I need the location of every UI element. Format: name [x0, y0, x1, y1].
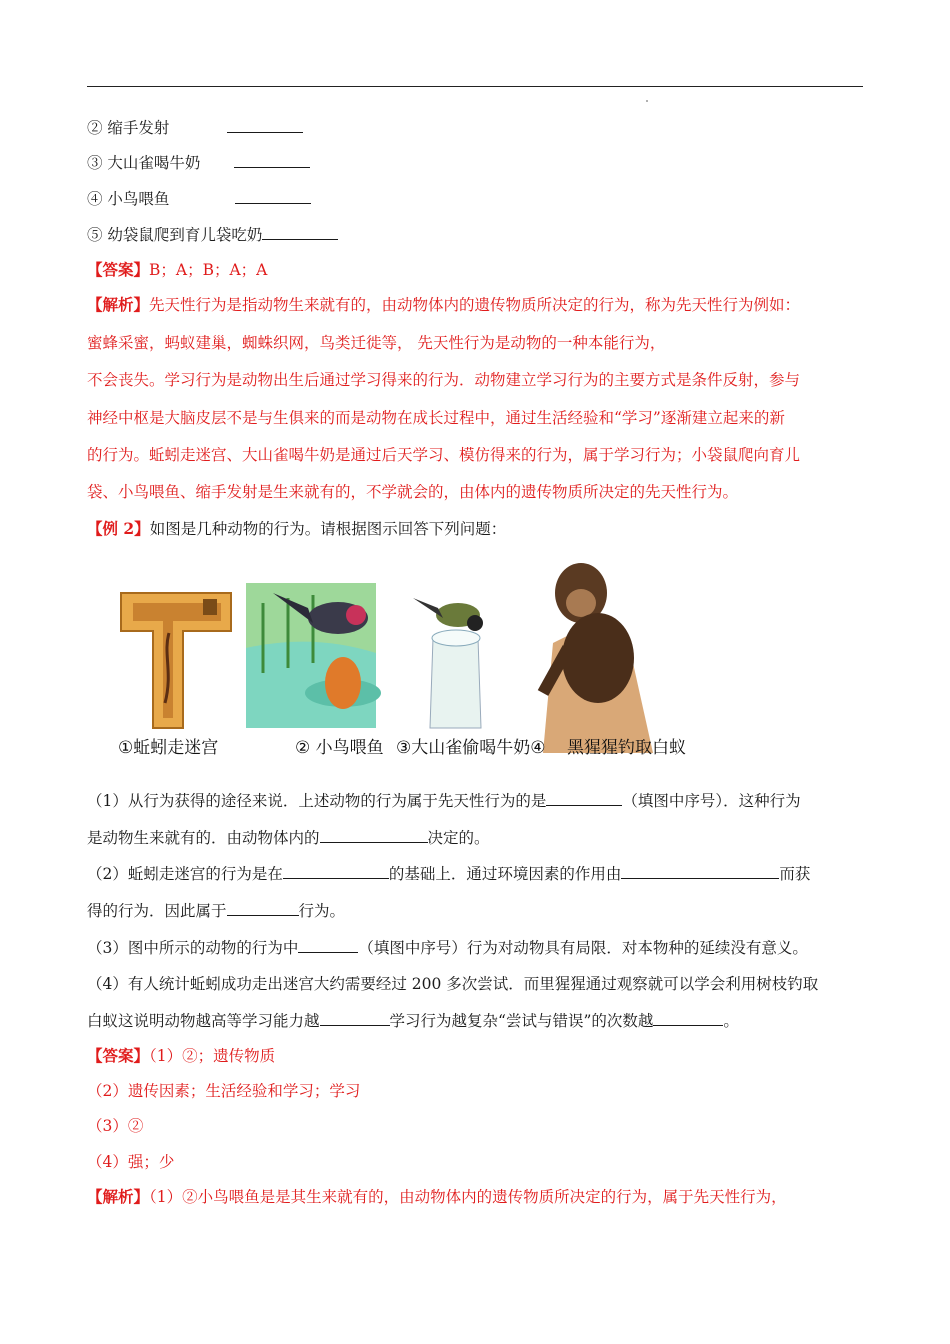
analysis-1-line-3: 不会丧失。学习行为是动物出生后通过学习得来的行为．动物建立学习行为的主要方式是条件反射，参与	[87, 371, 801, 389]
question-2-line-2: 得的行为．因此属于 行为。	[87, 902, 346, 920]
caption-chimp: 黑猩猩钓取白蚁	[567, 738, 686, 758]
option-5: ⑤ 幼袋鼠爬到育儿袋吃奶	[87, 225, 338, 245]
caption-maze: ①蚯蚓走迷宫	[118, 738, 219, 758]
answer-blank[interactable]	[320, 828, 428, 843]
option-2: ② 缩手发射	[87, 118, 303, 138]
answer-2-line-4: （4）强；少	[87, 1153, 175, 1171]
analysis-1-line-4: 神经中枢是大脑皮层不是与生俱来的而是动物在成长过程中，通过生活经验和“学习”逐渐建立起来的新	[87, 409, 785, 427]
question-1-line-2: 是动物生来就有的．由动物体内的 决定的。	[87, 829, 490, 847]
chimpanzee-fishing-termites-image	[543, 563, 653, 753]
answer-blank[interactable]	[235, 189, 311, 204]
answer-blank[interactable]	[283, 864, 389, 879]
answer-2-line-1: 【答案】（1）②；遗传物质	[87, 1046, 276, 1065]
answer-blank[interactable]	[262, 225, 338, 240]
example-2-heading: 【例 2】如图是几种动物的行为。请根据图示回答下列问题：	[87, 519, 507, 538]
analysis-1-line-5: 的行为。蚯蚓走迷宫、大山雀喝牛奶是通过后天学习、模仿得来的行为，属于学习行为；小袋鼠爬向育儿	[87, 446, 801, 464]
question-3: （3）图中所示的动物的行为中 （填图中序号）行为对动物具有局限．对本物种的延续没有意义。	[87, 939, 808, 957]
answer-blank[interactable]	[227, 118, 303, 133]
caption-tit-milk: ③大山雀偷喝牛奶④	[396, 738, 546, 758]
analysis-1-line-6: 袋、小鸟喂鱼、缩手发射是生来就有的，不学就会的，由体内的遗传物质所决定的先天性行为。	[87, 483, 739, 501]
option-3: ③ 大山雀喝牛奶	[87, 153, 310, 173]
earthworm-maze-image	[121, 593, 231, 728]
answer-1: 【答案】B；A；B；A；A	[87, 260, 268, 279]
question-2-line-1: （2）蚯蚓走迷宫的行为是在 的基础上．通过环境因素的作用由 而获	[87, 865, 811, 883]
tit-drinking-milk-image	[413, 598, 483, 728]
question-4-line-2: 白蚁这说明动物越高等学习能力越 学习行为越复杂“尝试与错误”的次数越 。	[87, 1012, 739, 1030]
analysis-1-line-1: 【解析】先天性行为是指动物生来就有的，由动物体内的遗传物质所决定的行为，称为先天性行为例如：	[87, 295, 801, 314]
question-4-line-1: （4）有人统计蚯蚓成功走出迷宫大约需要经过 200 多次尝试．而里猩猩通过观察就可以学会利用树枝钓取	[87, 975, 819, 993]
scan-dot	[646, 100, 648, 102]
animal-behavior-figure	[113, 553, 698, 758]
bird-feeding-fish-image	[246, 583, 381, 728]
caption-bird-fish: ② 小鸟喂鱼	[295, 738, 384, 758]
answer-blank[interactable]	[227, 901, 299, 916]
answer-blank[interactable]	[653, 1011, 723, 1026]
question-1-line-1: （1）从行为获得的途径来说．上述动物的行为属于先天性行为的是 （填图中序号）．这种行为	[87, 792, 801, 810]
answer-blank[interactable]	[546, 791, 622, 806]
answer-2-line-2: （2）遗传因素；生活经验和学习；学习	[87, 1082, 361, 1100]
answer-blank[interactable]	[298, 938, 358, 953]
analysis-2: 【解析】（1）②小鸟喂鱼是是其生来就有的，由动物体内的遗传物质所决定的行为，属于先天性行为，	[87, 1187, 787, 1206]
analysis-1-line-2: 蜜蜂采蜜，蚂蚁建巢，蜘蛛织网，鸟类迁徙等， 先天性行为是动物的一种本能行为，	[87, 334, 666, 352]
answer-blank[interactable]	[320, 1011, 390, 1026]
answer-blank[interactable]	[621, 864, 779, 879]
answer-2-line-3: （3）②	[87, 1117, 144, 1135]
answer-blank[interactable]	[234, 153, 310, 168]
header-rule	[87, 86, 863, 87]
option-4: ④ 小鸟喂鱼	[87, 189, 311, 209]
